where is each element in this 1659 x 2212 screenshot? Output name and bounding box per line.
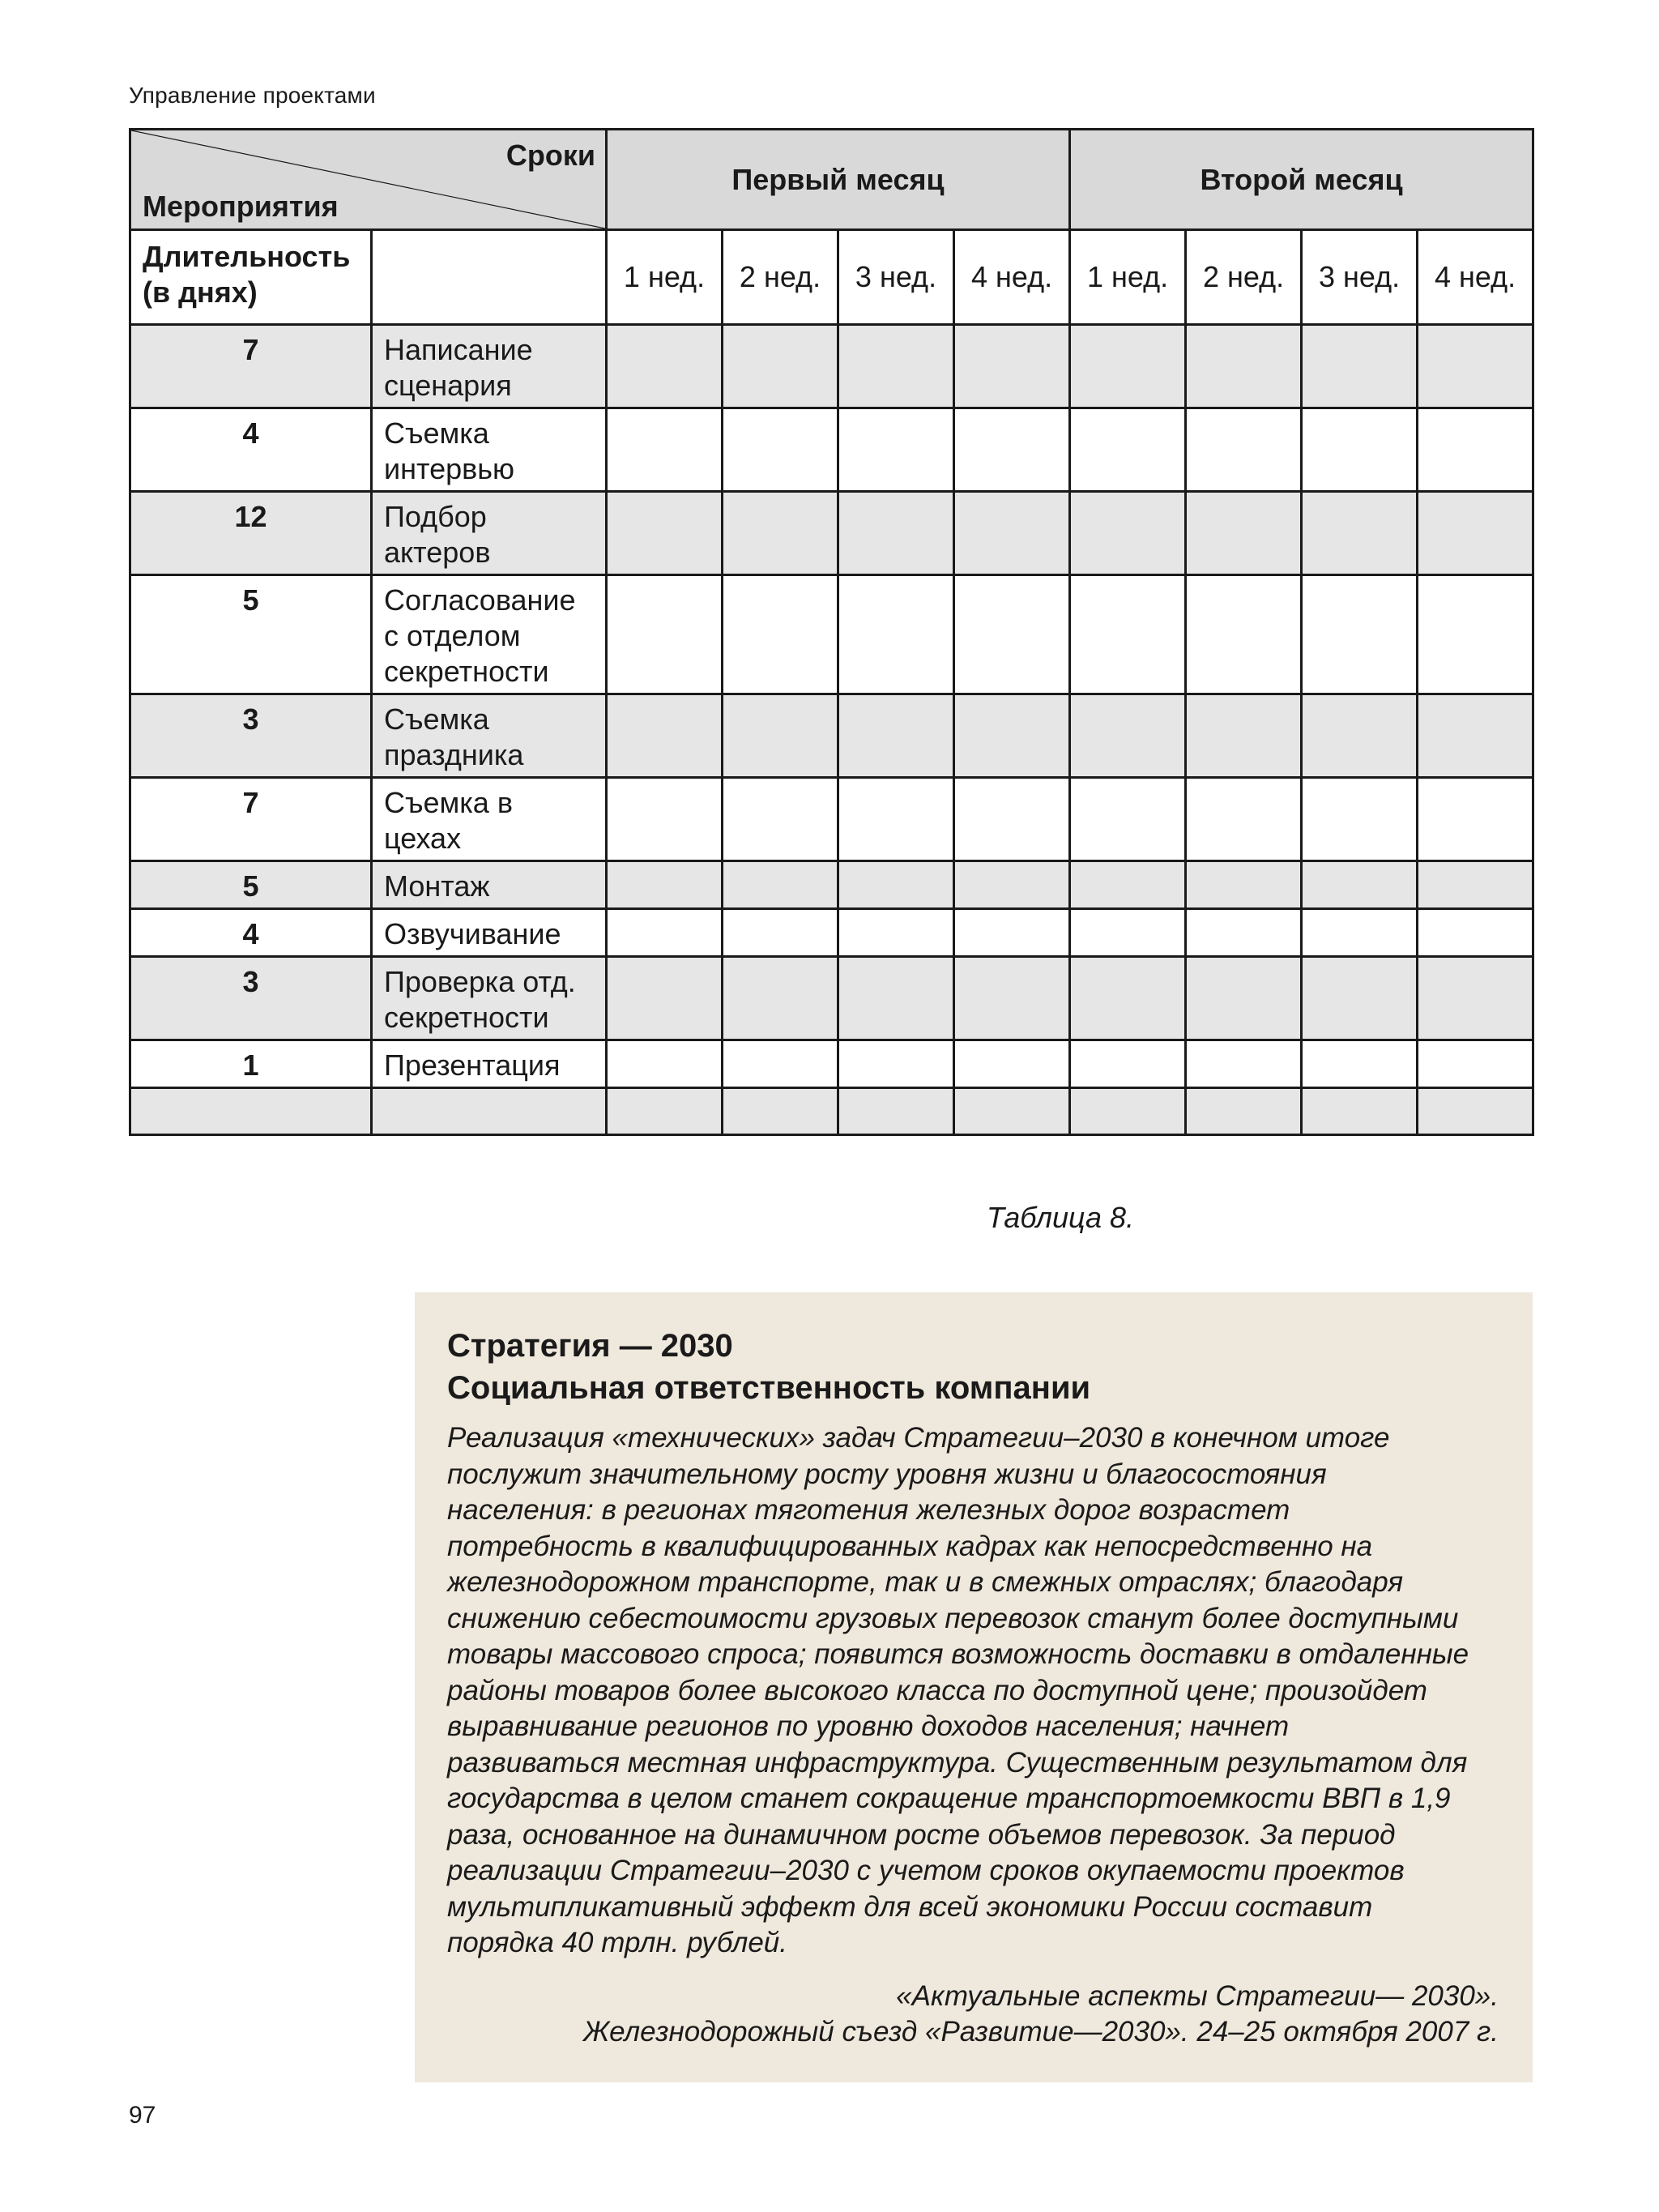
duration-cell: 7 [130, 325, 372, 408]
schedule-week-cell [1186, 694, 1302, 778]
activity-cell [372, 325, 607, 408]
activity-line: Съемка в [384, 786, 513, 819]
activity-cell [372, 778, 607, 861]
source-line2: Железнодорожный съезд «Развитие—2030». 24–25 октября 2007 г. [583, 2016, 1499, 2048]
schedule-week-cell [1070, 325, 1186, 408]
schedule-week-cell [1302, 957, 1418, 1040]
activity-cell [372, 1088, 607, 1135]
duration-cell [130, 1088, 372, 1135]
sidebar-title-line1: Стратегия — 2030 [447, 1328, 733, 1364]
week-header: 4 нед. [954, 230, 1070, 325]
week-header: 2 нед. [1186, 230, 1302, 325]
schedule-week-cell [1186, 408, 1302, 492]
month-header-2: Второй месяц [1070, 130, 1533, 230]
schedule-week-cell [838, 694, 954, 778]
diagonal-header-cell [130, 130, 607, 230]
table-row [130, 575, 1533, 694]
schedule-week-cell [1070, 1040, 1186, 1088]
schedule-week-cell [1186, 778, 1302, 861]
schedule-week-cell [607, 1088, 723, 1135]
activity-heading-blank [372, 230, 607, 325]
schedule-week-cell [1418, 408, 1533, 492]
schedule-week-cell [954, 957, 1070, 1040]
schedule-week-cell [1302, 909, 1418, 957]
sidebar-title-line2: Социальная ответственность компании [447, 1370, 1091, 1406]
table-row [130, 909, 1533, 957]
duration-cell: 5 [130, 575, 372, 694]
schedule-week-cell [723, 957, 838, 1040]
schedule-week-cell [607, 1040, 723, 1088]
activity-line: Озвучивание [384, 917, 561, 950]
schedule-week-cell [723, 1088, 838, 1135]
activity-line: Презентация [384, 1048, 561, 1082]
strategy-sidebar [415, 1292, 1533, 2082]
duration-heading-line2: (в днях) [143, 275, 258, 309]
week-header: 1 нед. [1070, 230, 1186, 325]
schedule-week-cell [1418, 575, 1533, 694]
activity-line: цехах [384, 822, 462, 855]
schedule-week-cell [1070, 778, 1186, 861]
schedule-week-cell [838, 778, 954, 861]
schedule-week-cell [838, 957, 954, 1040]
schedule-week-cell [954, 778, 1070, 861]
sidebar-body-line: послужит значительному росту уровня жизни и благосостояния [447, 1458, 1327, 1490]
table-subheader-row [130, 230, 1533, 325]
duration-heading-line1: Длительность [143, 240, 351, 273]
schedule-week-cell [954, 694, 1070, 778]
week-header: 2 нед. [723, 230, 838, 325]
schedule-week-cell [954, 909, 1070, 957]
table-row [130, 492, 1533, 575]
schedule-week-cell [607, 408, 723, 492]
sidebar-body-line: реализации Стратегии–2030 с учетом сроков окупаемости проектов [447, 1855, 1405, 1886]
schedule-week-cell [723, 575, 838, 694]
table-header-row [130, 130, 1533, 230]
schedule-week-cell [1186, 1088, 1302, 1135]
week-header: 3 нед. [838, 230, 954, 325]
schedule-week-cell [838, 909, 954, 957]
sidebar-body-line: районы товаров более высокого класса по доступной цене; произойдет [447, 1674, 1427, 1706]
schedule-week-cell [1302, 861, 1418, 909]
schedule-week-cell [607, 957, 723, 1040]
activity-cell [372, 408, 607, 492]
table-row [130, 957, 1533, 1040]
timeframe-label: Сроки [505, 139, 595, 172]
duration-heading [130, 230, 372, 325]
duration-cell: 5 [130, 861, 372, 909]
sidebar-title [447, 1325, 1499, 1409]
schedule-week-cell [723, 325, 838, 408]
activity-line: сценария [384, 369, 512, 402]
schedule-week-cell [954, 325, 1070, 408]
sidebar-body-line: выравнивание регионов по уровню доходов населения; начнет [447, 1710, 1290, 1742]
activity-line: секретности [384, 655, 549, 688]
activity-cell [372, 861, 607, 909]
schedule-week-cell [954, 861, 1070, 909]
schedule-week-cell [954, 492, 1070, 575]
schedule-week-cell [1302, 575, 1418, 694]
schedule-week-cell [1418, 861, 1533, 909]
activity-cell [372, 957, 607, 1040]
activity-cell [372, 1040, 607, 1088]
sidebar-body-line: порядка 40 трлн. рублей. [447, 1927, 787, 1958]
schedule-week-cell [1302, 1088, 1418, 1135]
activity-cell [372, 694, 607, 778]
duration-cell: 3 [130, 694, 372, 778]
schedule-week-cell [1070, 909, 1186, 957]
sidebar-body-line: населения: в регионах тяготения железных дорог возрастет [447, 1494, 1290, 1526]
sidebar-body-line: государства в целом станет сокращение транспортоемкости ВВП в 1,9 [447, 1783, 1451, 1814]
table-row [130, 1088, 1533, 1135]
schedule-week-cell [1186, 492, 1302, 575]
schedule-week-cell [1186, 957, 1302, 1040]
schedule-week-cell [723, 694, 838, 778]
sidebar-body-line: железнодорожном транспорте, так и в смежных отраслях; благодаря [447, 1566, 1404, 1598]
activity-line: Монтаж [384, 869, 490, 903]
schedule-week-cell [1070, 694, 1186, 778]
schedule-week-cell [1070, 1088, 1186, 1135]
activity-line: с отделом [384, 619, 521, 652]
schedule-week-cell [838, 325, 954, 408]
schedule-week-cell [723, 408, 838, 492]
schedule-week-cell [723, 1040, 838, 1088]
schedule-week-cell [1186, 575, 1302, 694]
schedule-week-cell [607, 909, 723, 957]
table-caption: Таблица 8. [987, 1201, 1135, 1234]
schedule-week-cell [607, 492, 723, 575]
schedule-week-cell [1186, 325, 1302, 408]
schedule-week-cell [954, 1088, 1070, 1135]
schedule-week-cell [723, 778, 838, 861]
table-row [130, 861, 1533, 909]
schedule-week-cell [607, 778, 723, 861]
schedule-week-cell [1302, 1040, 1418, 1088]
schedule-week-cell [607, 325, 723, 408]
schedule-week-cell [1418, 694, 1533, 778]
schedule-week-cell [607, 861, 723, 909]
table-row [130, 694, 1533, 778]
duration-cell: 4 [130, 909, 372, 957]
duration-cell: 3 [130, 957, 372, 1040]
schedule-week-cell [1418, 492, 1533, 575]
schedule-week-cell [838, 1040, 954, 1088]
sidebar-body-line: раза, основанное на динамичном росте объемов перевозок. За период [447, 1818, 1396, 1851]
week-header: 4 нед. [1418, 230, 1533, 325]
duration-cell: 12 [130, 492, 372, 575]
schedule-week-cell [1070, 492, 1186, 575]
activity-line: Съемка [384, 416, 489, 450]
schedule-week-cell [1070, 861, 1186, 909]
schedule-week-cell [954, 575, 1070, 694]
schedule-week-cell [723, 492, 838, 575]
schedule-week-cell [1418, 957, 1533, 1040]
sidebar-body-line: развиваться местная инфраструктура. Существенным результатом для [447, 1746, 1468, 1779]
schedule-week-cell [954, 1040, 1070, 1088]
schedule-week-cell [838, 575, 954, 694]
schedule-week-cell [1070, 575, 1186, 694]
schedule-week-cell [838, 408, 954, 492]
sidebar-body-line: снижению себестоимости грузовых перевозок станут более доступными [447, 1602, 1459, 1634]
activity-line: праздника [384, 738, 524, 771]
schedule-week-cell [1070, 957, 1186, 1040]
activity-line: Согласование [384, 583, 576, 617]
sidebar-body-line: Реализация «технических» задач Стратегии–2030 в конечном итоге [447, 1422, 1390, 1454]
schedule-week-cell [1186, 909, 1302, 957]
activity-cell [372, 909, 607, 957]
schedule-week-cell [838, 492, 954, 575]
schedule-week-cell [1302, 778, 1418, 861]
schedule-week-cell [607, 694, 723, 778]
duration-cell: 7 [130, 778, 372, 861]
schedule-week-cell [607, 575, 723, 694]
sidebar-body-line: мультипликативный эффект для всей экономики России составит [447, 1890, 1373, 1923]
schedule-table-wrapper [129, 128, 1533, 1136]
source-line1: «Актуальные аспекты Стратегии— 2030». [896, 1979, 1499, 2012]
activity-cell [372, 492, 607, 575]
activities-label: Мероприятия [143, 190, 339, 223]
activity-line: секретности [384, 1001, 549, 1034]
schedule-week-cell [1418, 325, 1533, 408]
activity-line: интервью [384, 452, 514, 485]
sidebar-body-line: потребность в квалифицированных кадрах как непосредственно на [447, 1530, 1373, 1562]
month-header-1: Первый месяц [607, 130, 1070, 230]
activity-cell [372, 575, 607, 694]
schedule-table [129, 128, 1534, 1136]
schedule-week-cell [1302, 408, 1418, 492]
sidebar-body [447, 1420, 1499, 1962]
table-row [130, 1040, 1533, 1088]
sidebar-source [447, 1979, 1499, 2051]
schedule-week-cell [723, 909, 838, 957]
schedule-week-cell [954, 408, 1070, 492]
activity-line: Проверка отд. [384, 965, 576, 998]
schedule-week-cell [723, 861, 838, 909]
schedule-week-cell [1070, 408, 1186, 492]
running-head: Управление проектами [129, 83, 376, 108]
week-header: 3 нед. [1302, 230, 1418, 325]
schedule-week-cell [838, 1088, 954, 1135]
activity-line: актеров [384, 536, 491, 569]
schedule-week-cell [1186, 861, 1302, 909]
week-header: 1 нед. [607, 230, 723, 325]
table-row [130, 325, 1533, 408]
activity-line: Съемка [384, 702, 489, 736]
activity-line: Написание [384, 333, 533, 366]
table-row [130, 408, 1533, 492]
sidebar-body-line: товары массового спроса; появится возможность доставки в отдаленные [447, 1638, 1469, 1670]
schedule-week-cell [1302, 325, 1418, 408]
duration-cell: 1 [130, 1040, 372, 1088]
schedule-week-cell [1302, 694, 1418, 778]
duration-cell: 4 [130, 408, 372, 492]
schedule-week-cell [1186, 1040, 1302, 1088]
schedule-week-cell [1418, 1088, 1533, 1135]
schedule-week-cell [1418, 1040, 1533, 1088]
table-row [130, 778, 1533, 861]
activity-line: Подбор [384, 500, 487, 533]
page-number: 97 [129, 2102, 156, 2129]
schedule-week-cell [838, 861, 954, 909]
schedule-week-cell [1418, 909, 1533, 957]
schedule-week-cell [1418, 778, 1533, 861]
schedule-week-cell [1302, 492, 1418, 575]
